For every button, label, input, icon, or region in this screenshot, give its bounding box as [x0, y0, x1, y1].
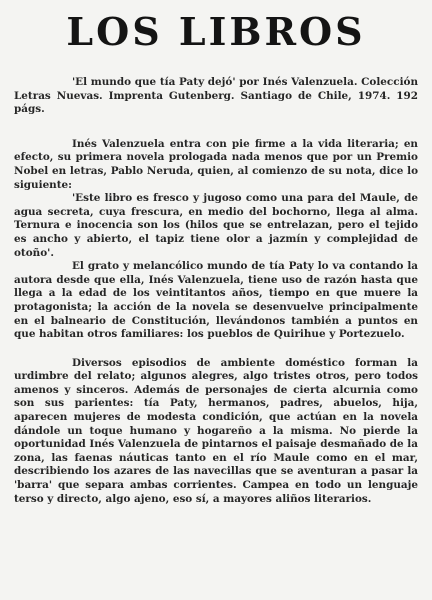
column-title: LOS LIBROS [66, 9, 366, 54]
review-paragraph: Inés Valenzuela entra con pie firme a la vida literaria; en efecto, su primera novela prologada nada menos que por un Premio Nobel en letras, Pablo Neruda, quien, al comienzo de su nota, dice lo siguiente: [14, 137, 418, 191]
review-paragraph: Diversos episodios de ambiente doméstico forman la urdimbre del relato; algunos alegres, algo tristes otros, pero todos amenos y sinceros. Además de personajes de cierta alcurnia como son sus parientes: tía Paty, hermanos, padres, abuelos, hija, aparecen mujeres de modesta condición, que actúan en la novela dándole un toque humano y hogareño a la misma. No pierde la oportunidad Inés Valenzuela de pintarnos el paisaje desmañado de la zona, las faenas náuticas tanto en el río Maule como en el mar, describiendo los azares de las navecillas que se aventuran a pasar la 'barra' que separa ambas corrientes. Campea en todo un lenguaje terso y directo, algo ajeno, eso sí, a mayores aliños literarios. [14, 356, 418, 505]
book-reference: 'El mundo que tía Paty dejó' por Inés Valenzuela. Colección Letras Nuevas. Imprenta Gutenberg. Santiago de Chile, 1974. 192 págs. [14, 76, 418, 116]
neruda-quote: 'Este libro es fresco y jugoso como una para del Maule, de agua secreta, cuya frescura, en medio del bochorno, llega al alma. Ternura e inocencia son los (hilos que se entrelazan, pero el tejido es ancho y abierto, el tapiz tiene olor a jazmín y complejidad de otoño'. [14, 192, 418, 259]
article-body [14, 76, 418, 506]
review-paragraph: El grato y melancólico mundo de tía Paty lo va contando la autora desde que ella, Inés Valenzuela, tiene uso de razón hasta que llega a la edad de los veintitantos años, tiempo en que muere la protagonista; la acción de la novela se desenvuelve principalmente en el balneario de Constitución, llevándonos también a puntos en que habitan otros familiares: los pueblos de Quirihue y Portezuelo. [14, 260, 418, 341]
